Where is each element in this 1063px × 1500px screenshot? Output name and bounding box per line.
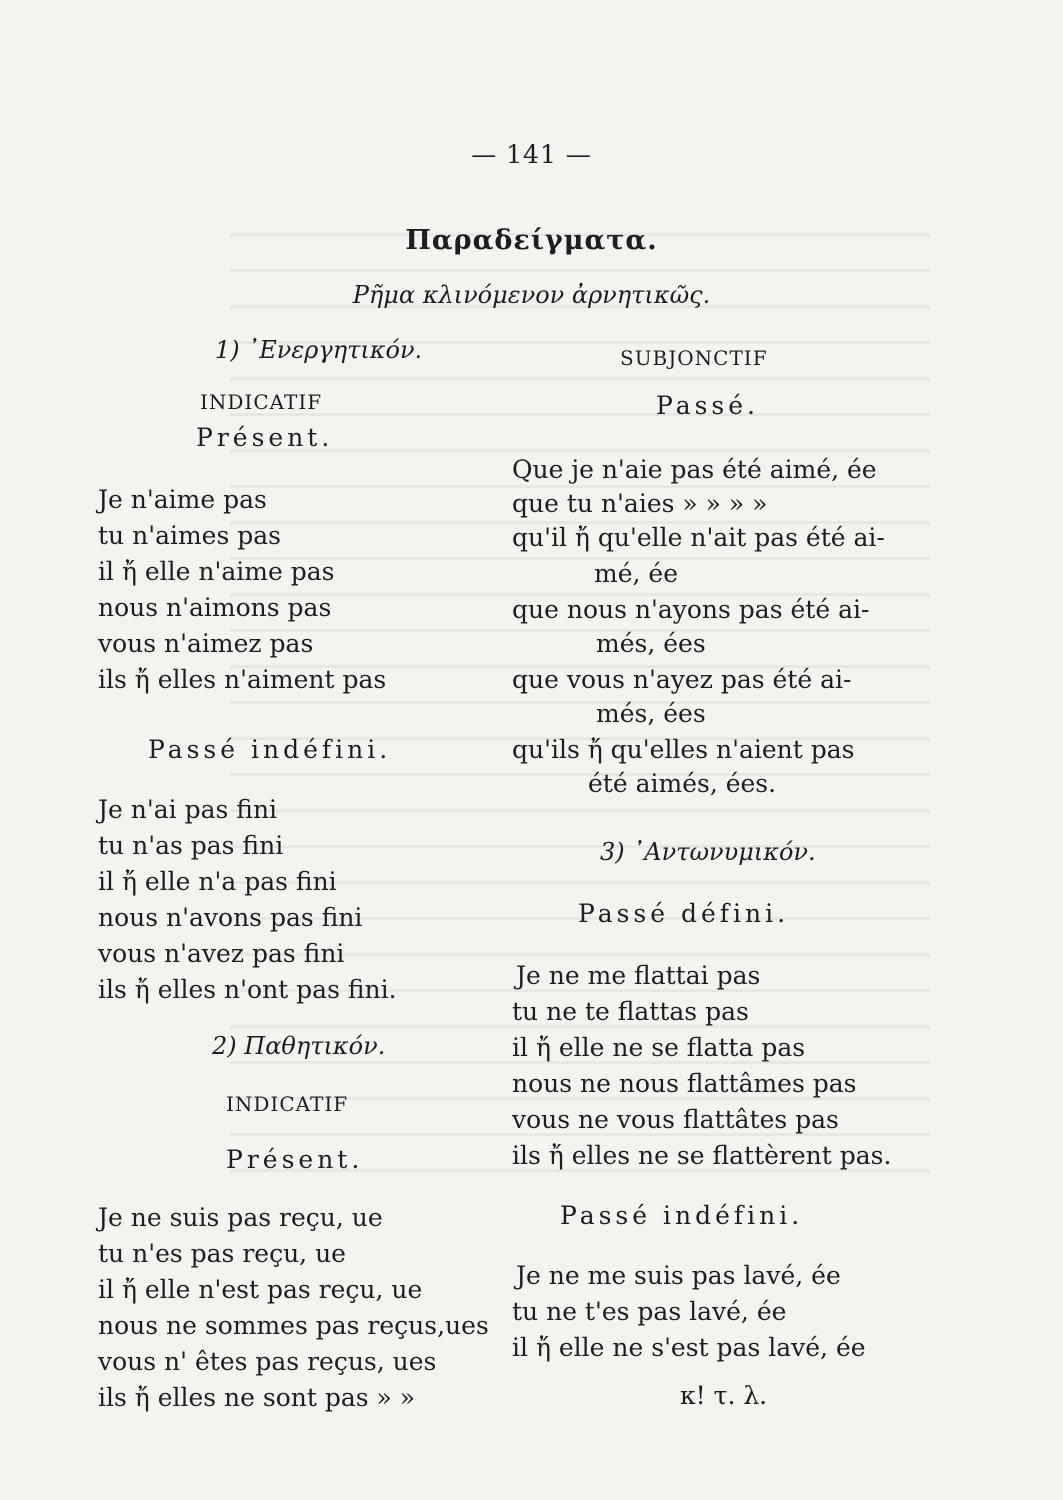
left-section-title-passive: 2) Παθητικόν.	[212, 1032, 386, 1060]
right-tense-passe-defini: Passé défini.	[578, 899, 790, 928]
left-tense-present-2: Présent.	[226, 1145, 364, 1174]
left-conj-line: tu n'es pas reçu, ue	[98, 1239, 346, 1268]
left-conj-line: vous n'aimez pas	[98, 629, 314, 658]
left-section-title-active: 1) ᾿Ενεργητικόν.	[215, 336, 423, 364]
right-etc-abbreviation: κ! τ. λ.	[680, 1381, 768, 1410]
right-conj-line-cont: més, ées	[596, 629, 706, 658]
right-conj-line: Que je n'aie pas été aimé, ée	[512, 455, 877, 484]
right-mood-subjonctif: SUBJONCTIF	[620, 346, 768, 370]
left-conj-line: Je ne suis pas reçu, ue	[98, 1203, 383, 1232]
right-conj-line: que tu n'aies » » » »	[512, 489, 768, 518]
left-conj-line: Je n'aime pas	[98, 485, 267, 514]
left-tense-passe-indefini: Passé indéfini.	[148, 735, 392, 764]
right-conj-line-cont: més, ées	[596, 699, 706, 728]
right-conj-line: vous ne vous flattâtes pas	[512, 1105, 839, 1134]
left-conj-line: ils ἤ elles n'aiment pas	[98, 665, 387, 694]
right-conj-line: il ἤ elle ne se flatta pas	[512, 1033, 806, 1062]
left-tense-present-1: Présent.	[196, 423, 334, 452]
right-conj-line: qu'il ἤ qu'elle n'ait pas été ai-	[512, 523, 885, 552]
right-conj-line-cont: été aimés, ées.	[588, 769, 777, 798]
left-conj-line: tu n'as pas fini	[98, 831, 284, 860]
left-conj-line: il ἤ elle n'a pas fini	[98, 867, 337, 896]
left-conj-line: il ἤ elle n'est pas reçu, ue	[98, 1275, 423, 1304]
right-conj-line-cont: mé, ée	[594, 559, 678, 588]
right-conj-line: qu'ils ἤ qu'elles n'aient pas	[512, 735, 855, 764]
left-conj-line: ils ἤ elles n'ont pas fini.	[98, 975, 397, 1004]
right-tense-passe: Passé.	[656, 391, 760, 420]
right-conj-line: Je ne me suis pas lavé, ée	[516, 1261, 841, 1290]
right-conj-line: ils ἤ elles ne se flattèrent pas.	[512, 1141, 892, 1170]
page-subheading: Ρῆμα κλινόμενον ἀρνητικῶς.	[352, 281, 711, 309]
left-mood-indicatif-1: INDICATIF	[200, 390, 323, 414]
left-conj-line: Je n'ai pas fini	[98, 795, 278, 824]
left-conj-line: ils ἤ elles ne sont pas » »	[98, 1383, 416, 1412]
left-conj-line: tu n'aimes pas	[98, 521, 281, 550]
right-conj-line: nous ne nous flattâmes pas	[512, 1069, 857, 1098]
right-conj-line: il ἤ elle ne s'est pas lavé, ée	[512, 1333, 866, 1362]
right-tense-passe-indefini: Passé indéfini.	[560, 1201, 804, 1230]
left-conj-line: nous n'avons pas fini	[98, 903, 363, 932]
right-conj-line: que vous n'ayez pas été ai-	[512, 665, 852, 694]
left-conj-line: nous n'aimons pas	[98, 593, 332, 622]
right-conj-line: que nous n'ayons pas été ai-	[512, 595, 870, 624]
left-mood-indicatif-2: INDICATIF	[226, 1092, 349, 1116]
right-conj-line: tu ne te flattas pas	[512, 997, 749, 1026]
left-conj-line: il ἤ elle n'aime pas	[98, 557, 335, 586]
right-conj-line: Je ne me flattai pas	[516, 961, 761, 990]
left-conj-line: vous n'avez pas fini	[98, 939, 345, 968]
right-conj-line: tu ne t'es pas lavé, ée	[512, 1297, 787, 1326]
left-conj-line: nous ne sommes pas reçus,ues	[98, 1311, 489, 1340]
right-section-title-pronominal: 3) ᾿Αντωνυμικόν.	[600, 838, 816, 866]
left-conj-line: vous n' êtes pas reçus, ues	[98, 1347, 437, 1376]
page-heading: Παραδείγματα.	[405, 225, 658, 256]
page-number: — 141 —	[471, 140, 592, 169]
